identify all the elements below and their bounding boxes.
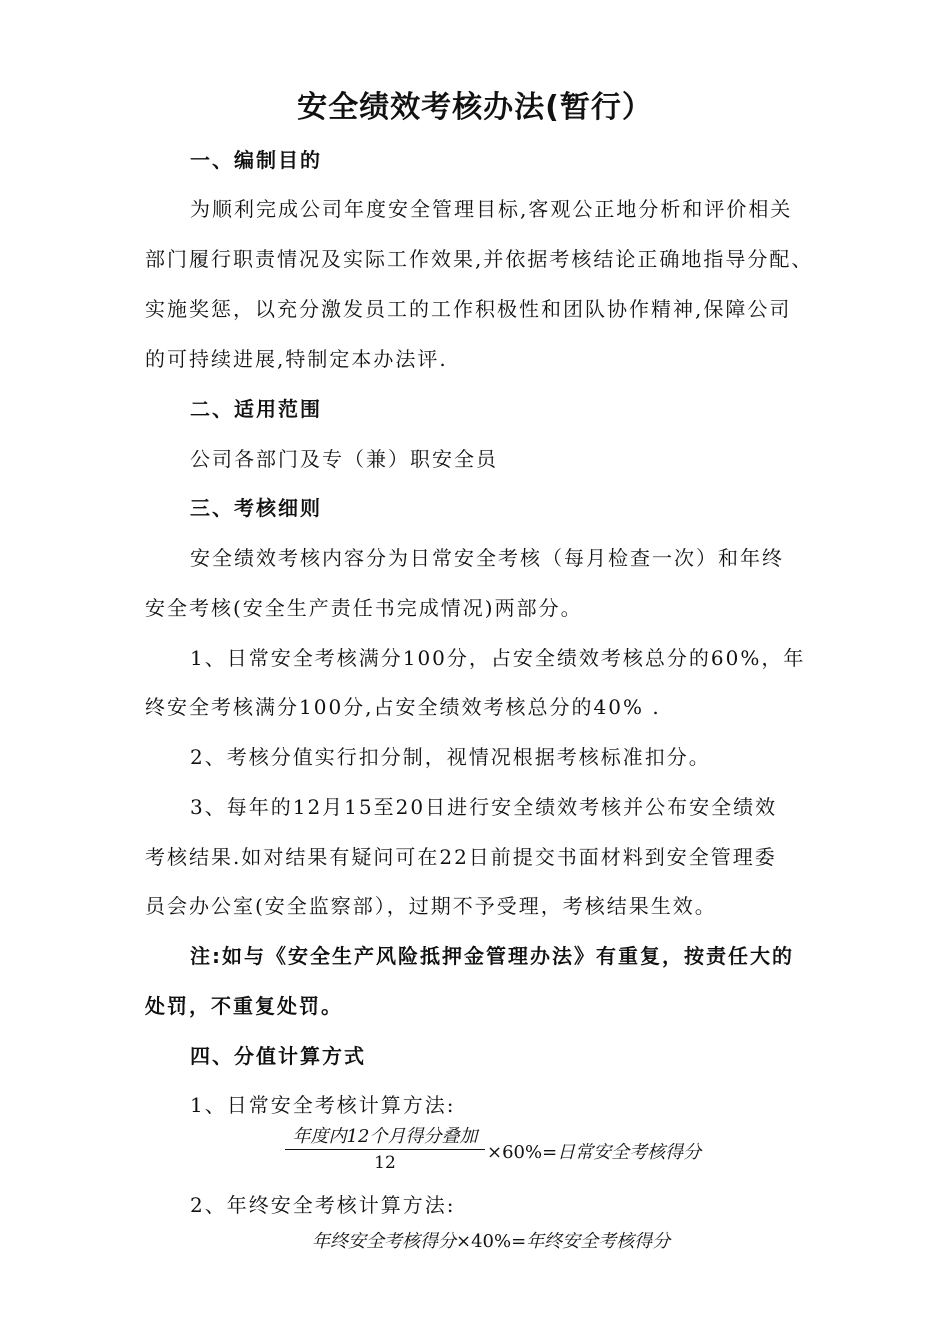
document-title: 安全绩效考核办法(暂行） bbox=[297, 90, 653, 125]
fraction-denominator: 12 bbox=[374, 1153, 396, 1173]
paragraph-line: 安全考核(安全生产责任书完成情况)两部分。 bbox=[145, 596, 583, 620]
paragraph-line: 1、日常安全考核计算方法: bbox=[190, 1093, 456, 1117]
formula-daily-result bbox=[487, 1138, 701, 1164]
paragraph-line: 终安全考核满分100分,占安全绩效考核总分的40% . bbox=[145, 695, 661, 719]
note-line: 处罚，不重复处罚。 bbox=[145, 994, 343, 1018]
section-heading-scope: 二、适用范围 bbox=[190, 397, 322, 421]
formula-fraction bbox=[285, 1127, 485, 1173]
paragraph-line: 考核结果.如对结果有疑问可在22日前提交书面材料到安全管理委 bbox=[145, 845, 777, 869]
paragraph-line: 1、日常安全考核满分100分，占安全绩效考核总分的60%，年 bbox=[190, 646, 806, 670]
note-line: 注:如与《安全生产风险抵押金管理办法》有重复，按责任大的 bbox=[190, 944, 794, 968]
section-heading-purpose: 一、编制目的 bbox=[190, 148, 322, 172]
paragraph-line: 的可持续进展,特制定本办法评. bbox=[145, 347, 448, 371]
paragraph-line: 2、年终安全考核计算方法: bbox=[190, 1193, 456, 1217]
paragraph-line: 员会办公室(安全监察部），过期不予受理，考核结果生效。 bbox=[145, 894, 717, 918]
formula-annual bbox=[312, 1227, 670, 1253]
formula-result: 日常安全考核得分 bbox=[557, 1142, 702, 1163]
formula-operator: ×40%= bbox=[456, 1231, 527, 1252]
section-heading-rules: 三、考核细则 bbox=[190, 496, 322, 520]
formula-result: 年终安全考核得分 bbox=[526, 1231, 671, 1252]
paragraph-line: 安全绩效考核内容分为日常安全考核（每月检查一次）和年终 bbox=[190, 546, 784, 570]
fraction-numerator: 年度内12个月得分叠加 bbox=[292, 1126, 478, 1147]
paragraph-line: 部门履行职责情况及实际工作效果,并依据考核结论正确地指导分配、 bbox=[145, 247, 814, 271]
section-heading-calculation: 四、分值计算方式 bbox=[190, 1044, 366, 1068]
fraction-bar bbox=[285, 1149, 485, 1150]
paragraph-line: 2、考核分值实行扣分制，视情况根据考核标准扣分。 bbox=[190, 745, 711, 769]
paragraph-line: 为顺利完成公司年度安全管理目标,客观公正地分析和评价相关 bbox=[190, 197, 793, 221]
formula-lhs: 年终安全考核得分 bbox=[312, 1231, 456, 1252]
paragraph-line: 实施奖惩，以充分激发员工的工作积极性和团队协作精神,保障公司 bbox=[145, 297, 792, 321]
formula-operator: ×60%= bbox=[487, 1142, 558, 1163]
paragraph-line: 公司各部门及专（兼）职安全员 bbox=[190, 447, 498, 471]
paragraph-line: 3、每年的12月15至20日进行安全绩效考核并公布安全绩效 bbox=[190, 795, 778, 819]
